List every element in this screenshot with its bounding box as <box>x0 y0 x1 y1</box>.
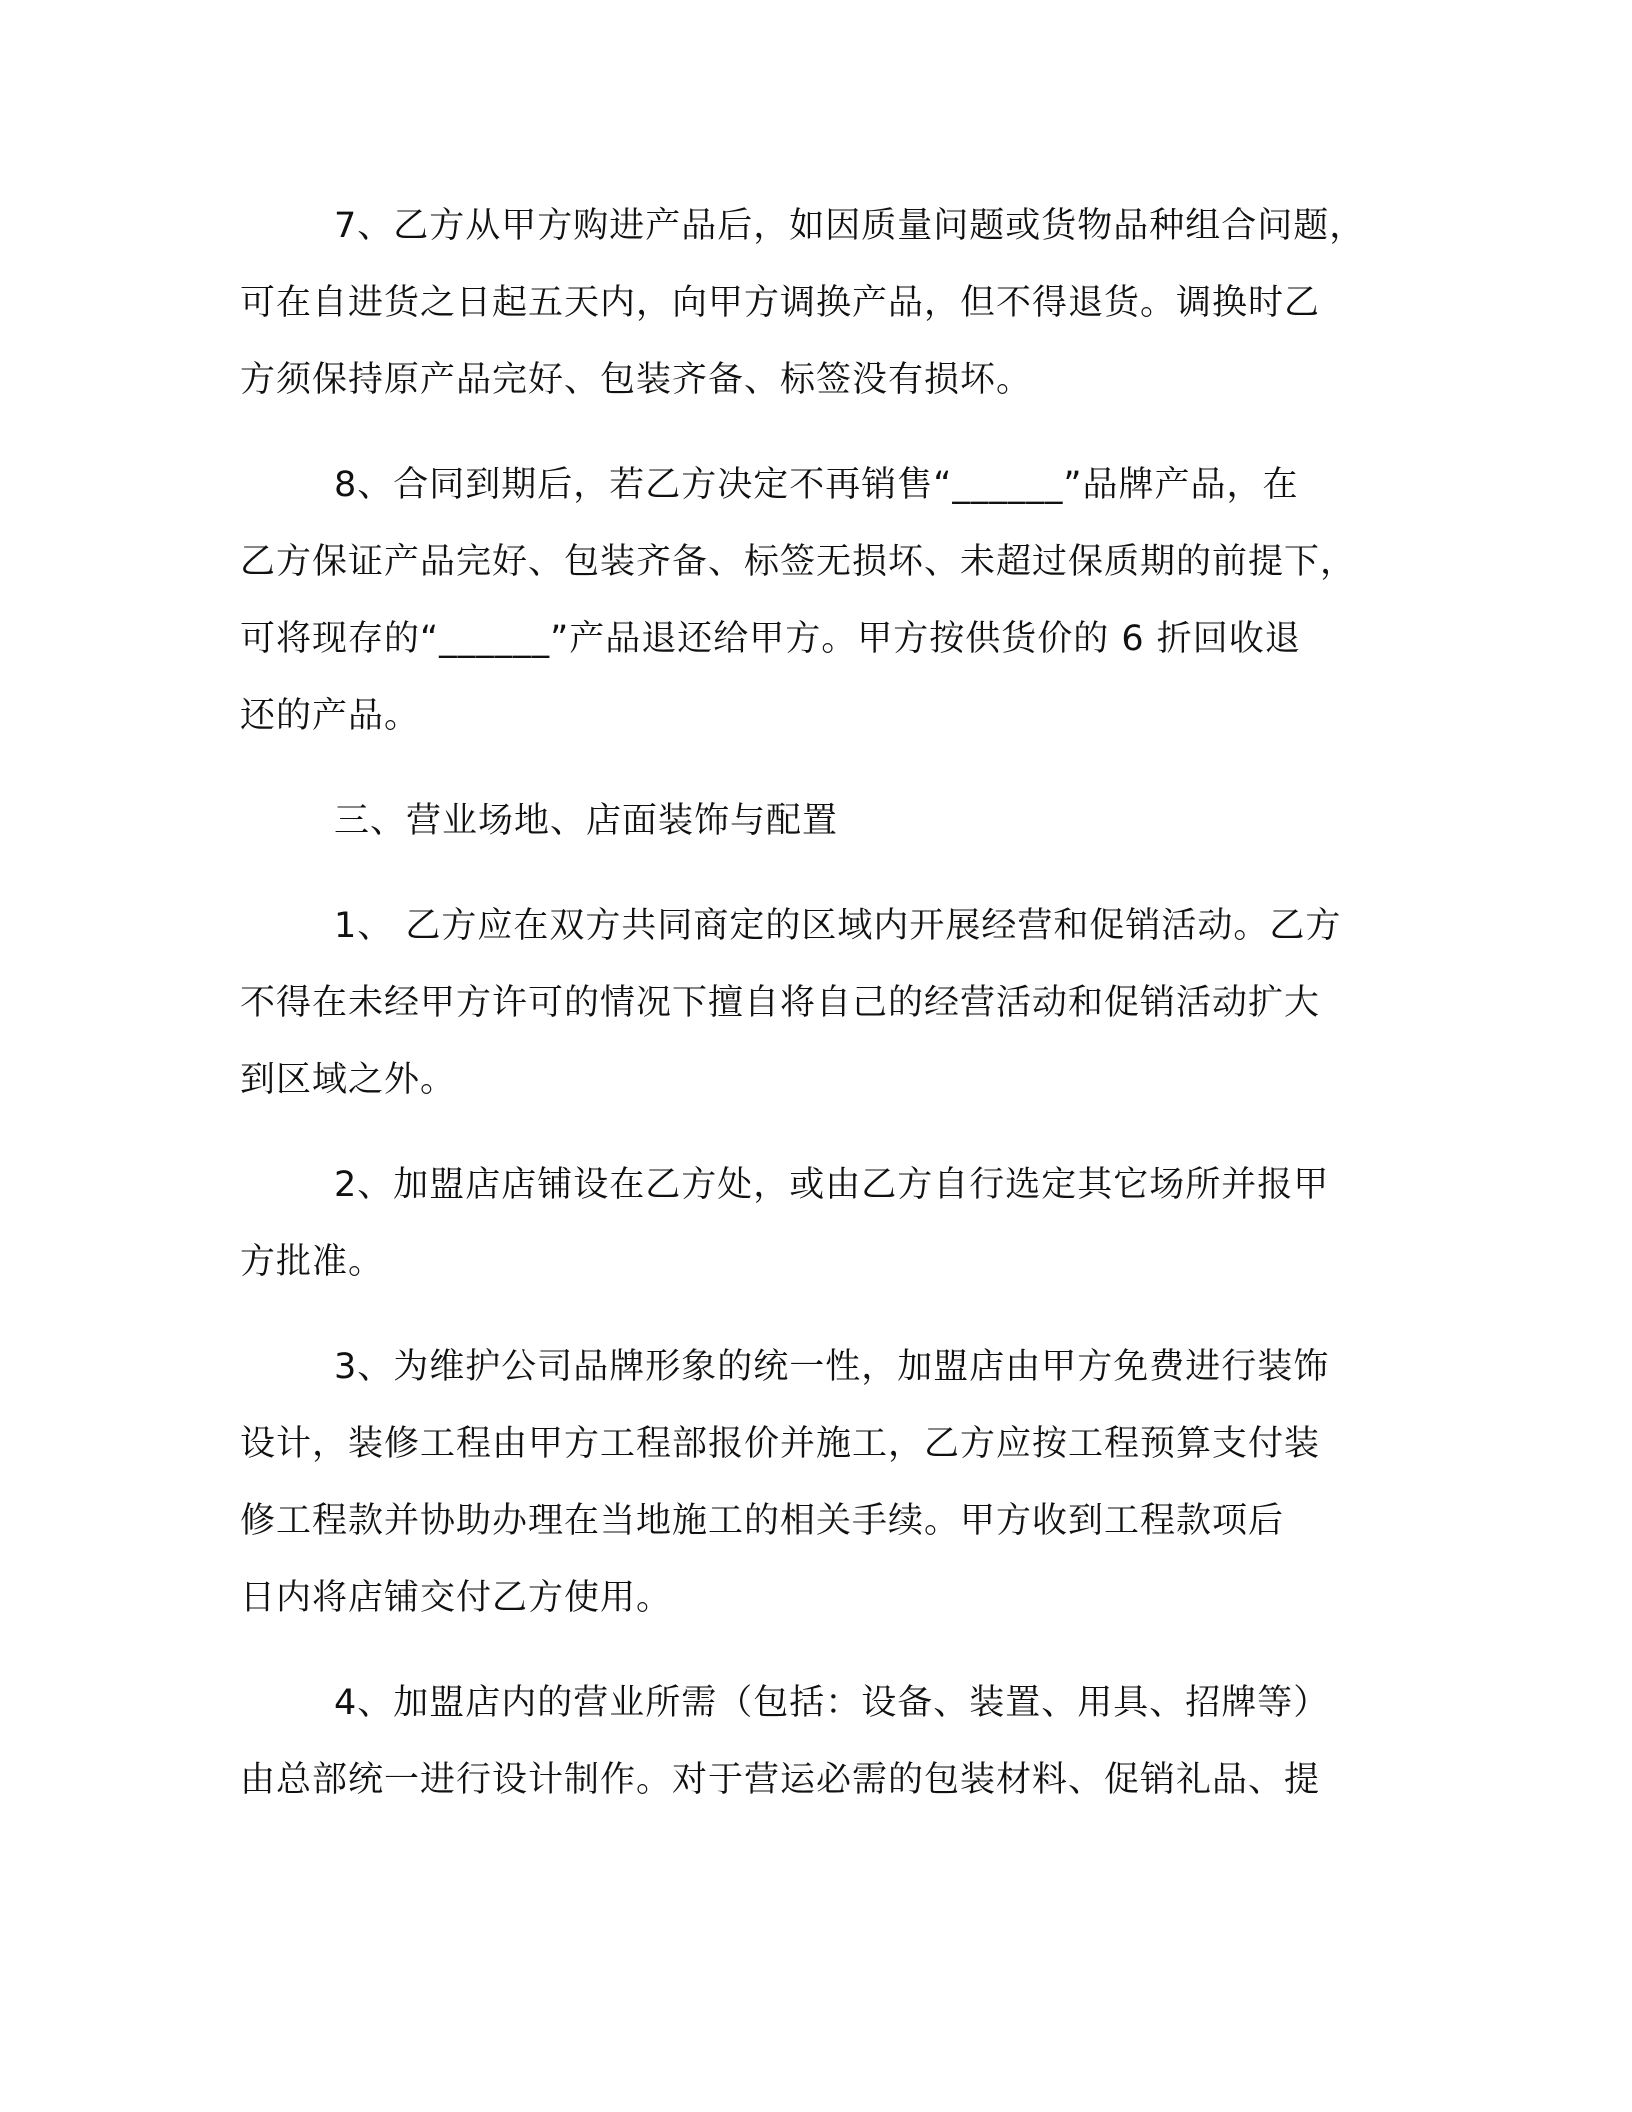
text-line: 3、为维护公司品牌形象的统一性，加盟店由甲方免费进行装饰 <box>334 1347 1330 1387</box>
text-line: 设计，装修工程由甲方工程部报价并施工，乙方应按工程预算支付装 <box>240 1424 1321 1464</box>
text-line: 不得在未经甲方许可的情况下擅自将自己的经营活动和促销活动扩大 <box>240 983 1321 1023</box>
text-line: 可在自进货之日起五天内，向甲方调换产品，但不得退货。调换时乙 <box>240 283 1321 323</box>
paragraph-item-4 <box>240 1665 1390 1819</box>
text-line: 8、合同到期后，若乙方决定不再销售“______”品牌产品，在 <box>334 465 1299 505</box>
paragraph-item-7 <box>240 188 1390 419</box>
section-heading <box>240 783 1390 860</box>
paragraph-item-2 <box>240 1147 1390 1301</box>
text-line: 4、加盟店内的营业所需（包括：设备、装置、用具、招牌等） <box>334 1683 1330 1723</box>
text-line: 由总部统一进行设计制作。对于营运必需的包装材料、促销礼品、提 <box>240 1760 1321 1800</box>
text-line: 方批准。 <box>240 1242 385 1282</box>
text-line: 还的产品。 <box>240 696 421 736</box>
paragraph-item-3 <box>240 1329 1390 1637</box>
text-line: 可将现存的“______”产品退还给甲方。甲方按供货价的 6 折回收退 <box>240 619 1301 659</box>
paragraph-item-8 <box>240 447 1390 755</box>
text-line: 1、 乙方应在双方共同商定的区域内开展经营和促销活动。乙方 <box>334 906 1342 946</box>
text-line: 到区域之外。 <box>240 1060 457 1100</box>
paragraph-item-1 <box>240 888 1390 1119</box>
text-line: 7、乙方从甲方购进产品后，如因质量问题或货物品种组合问题， <box>334 206 1366 246</box>
text-line: 2、加盟店店铺设在乙方处，或由乙方自行选定其它场所并报甲 <box>334 1165 1330 1205</box>
section-heading-text: 三、营业场地、店面装饰与配置 <box>334 801 839 841</box>
document-body <box>240 188 1390 1819</box>
text-line: 修工程款并协助办理在当地施工的相关手续。甲方收到工程款项后 <box>240 1501 1285 1541</box>
text-line: 乙方保证产品完好、包装齐备、标签无损坏、未超过保质期的前提下， <box>240 542 1357 582</box>
text-line: 方须保持原产品完好、包装齐备、标签没有损坏。 <box>240 360 1033 400</box>
text-line: 日内将店铺交付乙方使用。 <box>240 1578 673 1618</box>
